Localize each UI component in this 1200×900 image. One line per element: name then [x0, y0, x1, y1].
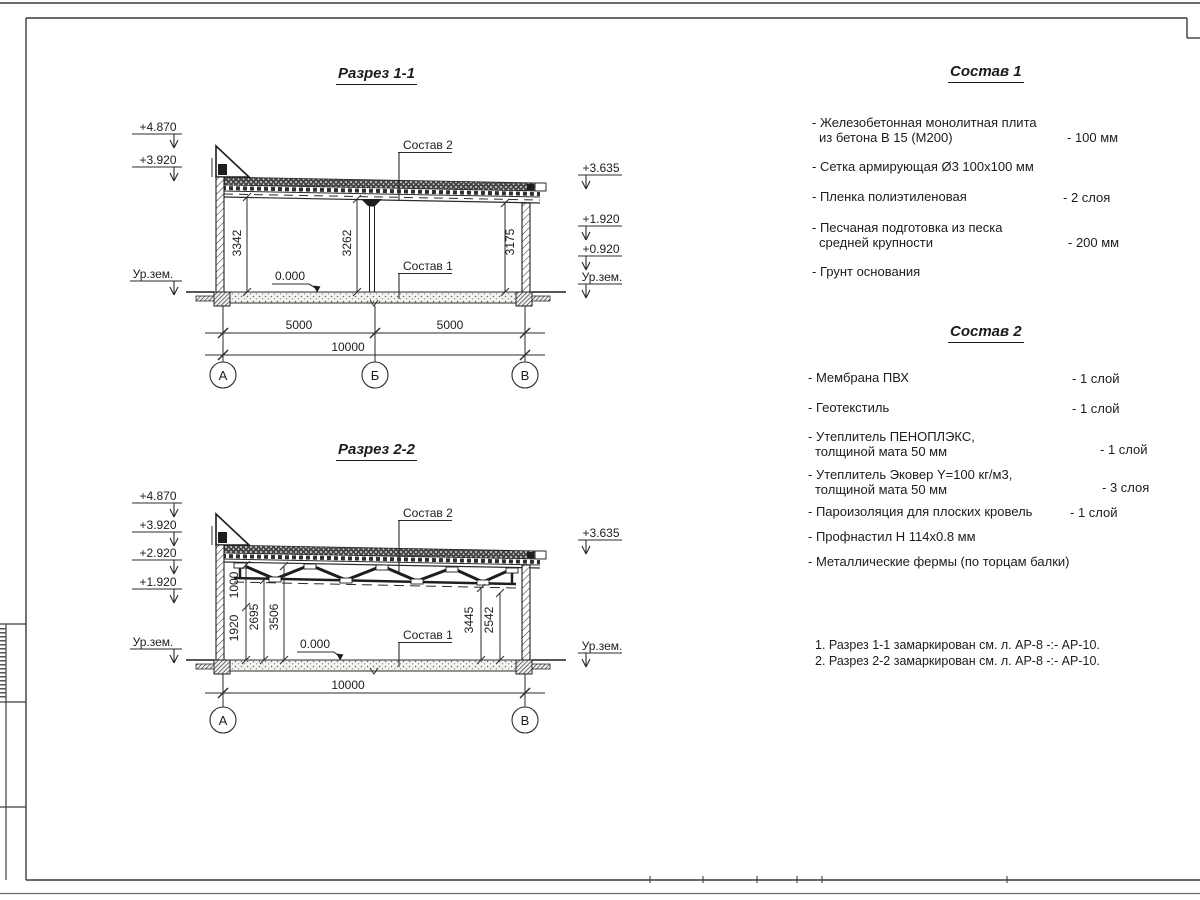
sostav2-item-7	[808, 555, 1069, 570]
s1-wall-right	[522, 203, 530, 293]
s2-elev-3920: +3.920	[139, 518, 177, 532]
s2-dim-10000: 10000	[331, 678, 365, 692]
s1-dim-3342: 3342	[230, 229, 244, 257]
note-1: 1. Разрез 1-1 замаркирован см. л. АР-8 -:- АР-10.	[815, 638, 1100, 652]
sostav2-item-5-line1: - Пароизоляция для плоских кровель	[808, 504, 1033, 519]
section-1-1	[130, 120, 622, 388]
sostav2-item-4-value: - 3 слоя	[1102, 480, 1150, 495]
s2-elev-2920: +2.920	[139, 546, 177, 560]
sostav2-item-1-value: - 1 слой	[1072, 371, 1120, 386]
sostav1-item-4-line1: - Песчаная подготовка из песка	[812, 220, 1003, 235]
s1-axis-b: Б	[370, 368, 380, 383]
s1-ground-left: Ур.зем.	[132, 267, 174, 281]
s1-parapet	[212, 146, 249, 177]
svg-text:Состав 2: Состав 2	[403, 506, 453, 520]
margin-stamp-text	[0, 628, 6, 700]
s2-elev-1920: +1.920	[139, 575, 177, 589]
s1-elev-0920: +0.920	[582, 242, 620, 256]
s2-dim-1000: 1000	[227, 571, 241, 599]
s1-wall-left	[216, 177, 224, 293]
s1-elev-3635: +3.635	[582, 161, 620, 175]
sostav2-item-1-line1: - Мембрана ПВХ	[808, 370, 909, 385]
svg-text:Состав 2: Состав 2	[403, 138, 453, 152]
s1-axis-a: А	[218, 368, 228, 383]
sostav1-item-1-value: - 100 мм	[1067, 130, 1119, 145]
s2-wall-right	[522, 565, 530, 660]
sostav2-item-6-line1: - Профнастил Н 114х0.8 мм	[808, 529, 976, 544]
s2-roof	[222, 545, 546, 568]
sostav1-item-3	[812, 190, 967, 205]
sostav1-item-3-value: - 2 слоя	[1063, 190, 1111, 205]
sostav2-item-4-line2: толщиной мата 50 мм	[815, 481, 948, 497]
s1-dim-3262: 3262	[340, 229, 354, 257]
svg-text:Состав 1: Состав 1	[403, 628, 453, 642]
sostav2-item-2	[808, 401, 889, 416]
s2-parapet	[212, 514, 249, 545]
s2-elev-4870: +4.870	[139, 489, 177, 503]
s2-dim-3445: 3445	[462, 606, 476, 634]
sostav2-item-3-line1: - Утеплитель ПЕНОПЛЭКС,	[808, 429, 975, 444]
s2-ground-right: Ур.зем.	[581, 639, 623, 653]
s1-column	[361, 199, 382, 292]
sostav2-item-2-line1: - Геотекстиль	[808, 400, 890, 415]
sostav1-item-3-line1: - Пленка полиэтиленовая	[812, 189, 967, 204]
s1-roof	[222, 177, 546, 203]
svg-text:0.000: 0.000	[299, 637, 331, 651]
s2-dim-1920: 1920	[227, 614, 241, 642]
sostav2-item-3-line2: толщиной мата 50 мм	[815, 443, 948, 459]
section1-title: Разрез 1-1	[336, 65, 417, 85]
s1-bottom-dimensions	[205, 306, 545, 362]
s1-axis-v: В	[520, 368, 530, 383]
s2-axis-v: В	[520, 713, 530, 728]
s1-zero-level	[272, 269, 321, 293]
s2-dim-2695: 2695	[247, 603, 261, 631]
sostav1-item-4-value: - 200 мм	[1068, 235, 1120, 250]
sostav2-item-2-value: - 1 слой	[1072, 401, 1120, 416]
sostav2-item-4-line1: - Утеплитель Эковер Y=100 кг/м3,	[808, 467, 1013, 482]
s2-zero-level	[297, 637, 344, 661]
s1-dim-3175: 3175	[503, 228, 517, 256]
sostav2-title: Состав 2	[948, 323, 1024, 343]
sostav2-item-3-value: - 1 слой	[1100, 442, 1148, 457]
notes	[815, 637, 1100, 669]
svg-text:0.000: 0.000	[274, 269, 306, 283]
section2-title: Разрез 2-2	[336, 441, 417, 461]
s2-dim-2542: 2542	[482, 606, 496, 634]
sostav1-item-4	[812, 221, 1002, 250]
sostav2-item-4	[808, 468, 1012, 497]
s2-axis-bubbles	[210, 707, 538, 733]
sostav2-item-7-line1: - Металлические фермы (по торцам балки)	[808, 554, 1070, 569]
sostav2-item-3	[808, 430, 975, 459]
s1-dim-5000-a: 5000	[285, 318, 313, 332]
s2-ground-left: Ур.зем.	[132, 635, 174, 649]
sostav1-item-5	[812, 265, 920, 280]
s2-wall-left	[216, 545, 224, 660]
sostav1-item-4-line2: средней крупности	[819, 234, 933, 250]
sostav1-item-1	[812, 116, 1037, 145]
note-2: 2. Разрез 2-2 замаркирован см. л. АР-8 -:- АР-10.	[815, 654, 1100, 668]
s2-dim-3506: 3506	[267, 603, 281, 631]
svg-text:Состав 1: Состав 1	[403, 259, 453, 273]
s2-floor	[186, 660, 566, 674]
sostav2-item-1	[808, 371, 909, 386]
sostav2-item-6	[808, 530, 976, 545]
s2-elev-3635: +3.635	[582, 526, 620, 540]
sostav2-item-5	[808, 505, 1032, 520]
s2-axis-a: А	[218, 713, 228, 728]
s1-dim-5000-b: 5000	[436, 318, 464, 332]
sostav2-item-5-value: - 1 слой	[1070, 505, 1118, 520]
sostav1-item-2	[812, 160, 1034, 175]
s1-elev-1920: +1.920	[582, 212, 620, 226]
sostav1-item-2-line1: - Сетка армирующая Ø3 100х100 мм	[812, 159, 1034, 174]
sostav1-title: Состав 1	[948, 63, 1024, 83]
sostav1-item-1-line2: из бетона В 15 (М200)	[819, 129, 953, 145]
s2-bottom-dimensions	[205, 674, 545, 707]
s1-floor	[186, 292, 566, 306]
s1-elev-3920: +3.920	[139, 153, 177, 167]
s1-dim-10000: 10000	[331, 340, 365, 354]
s1-elev-4870: +4.870	[139, 120, 177, 134]
section-2-2	[130, 489, 622, 733]
sostav1-item-5-line1: - Грунт основания	[812, 264, 921, 279]
sostav1-item-1-line1: - Железобетонная монолитная плита	[812, 115, 1037, 130]
s1-ground-right: Ур.зем.	[581, 270, 623, 284]
